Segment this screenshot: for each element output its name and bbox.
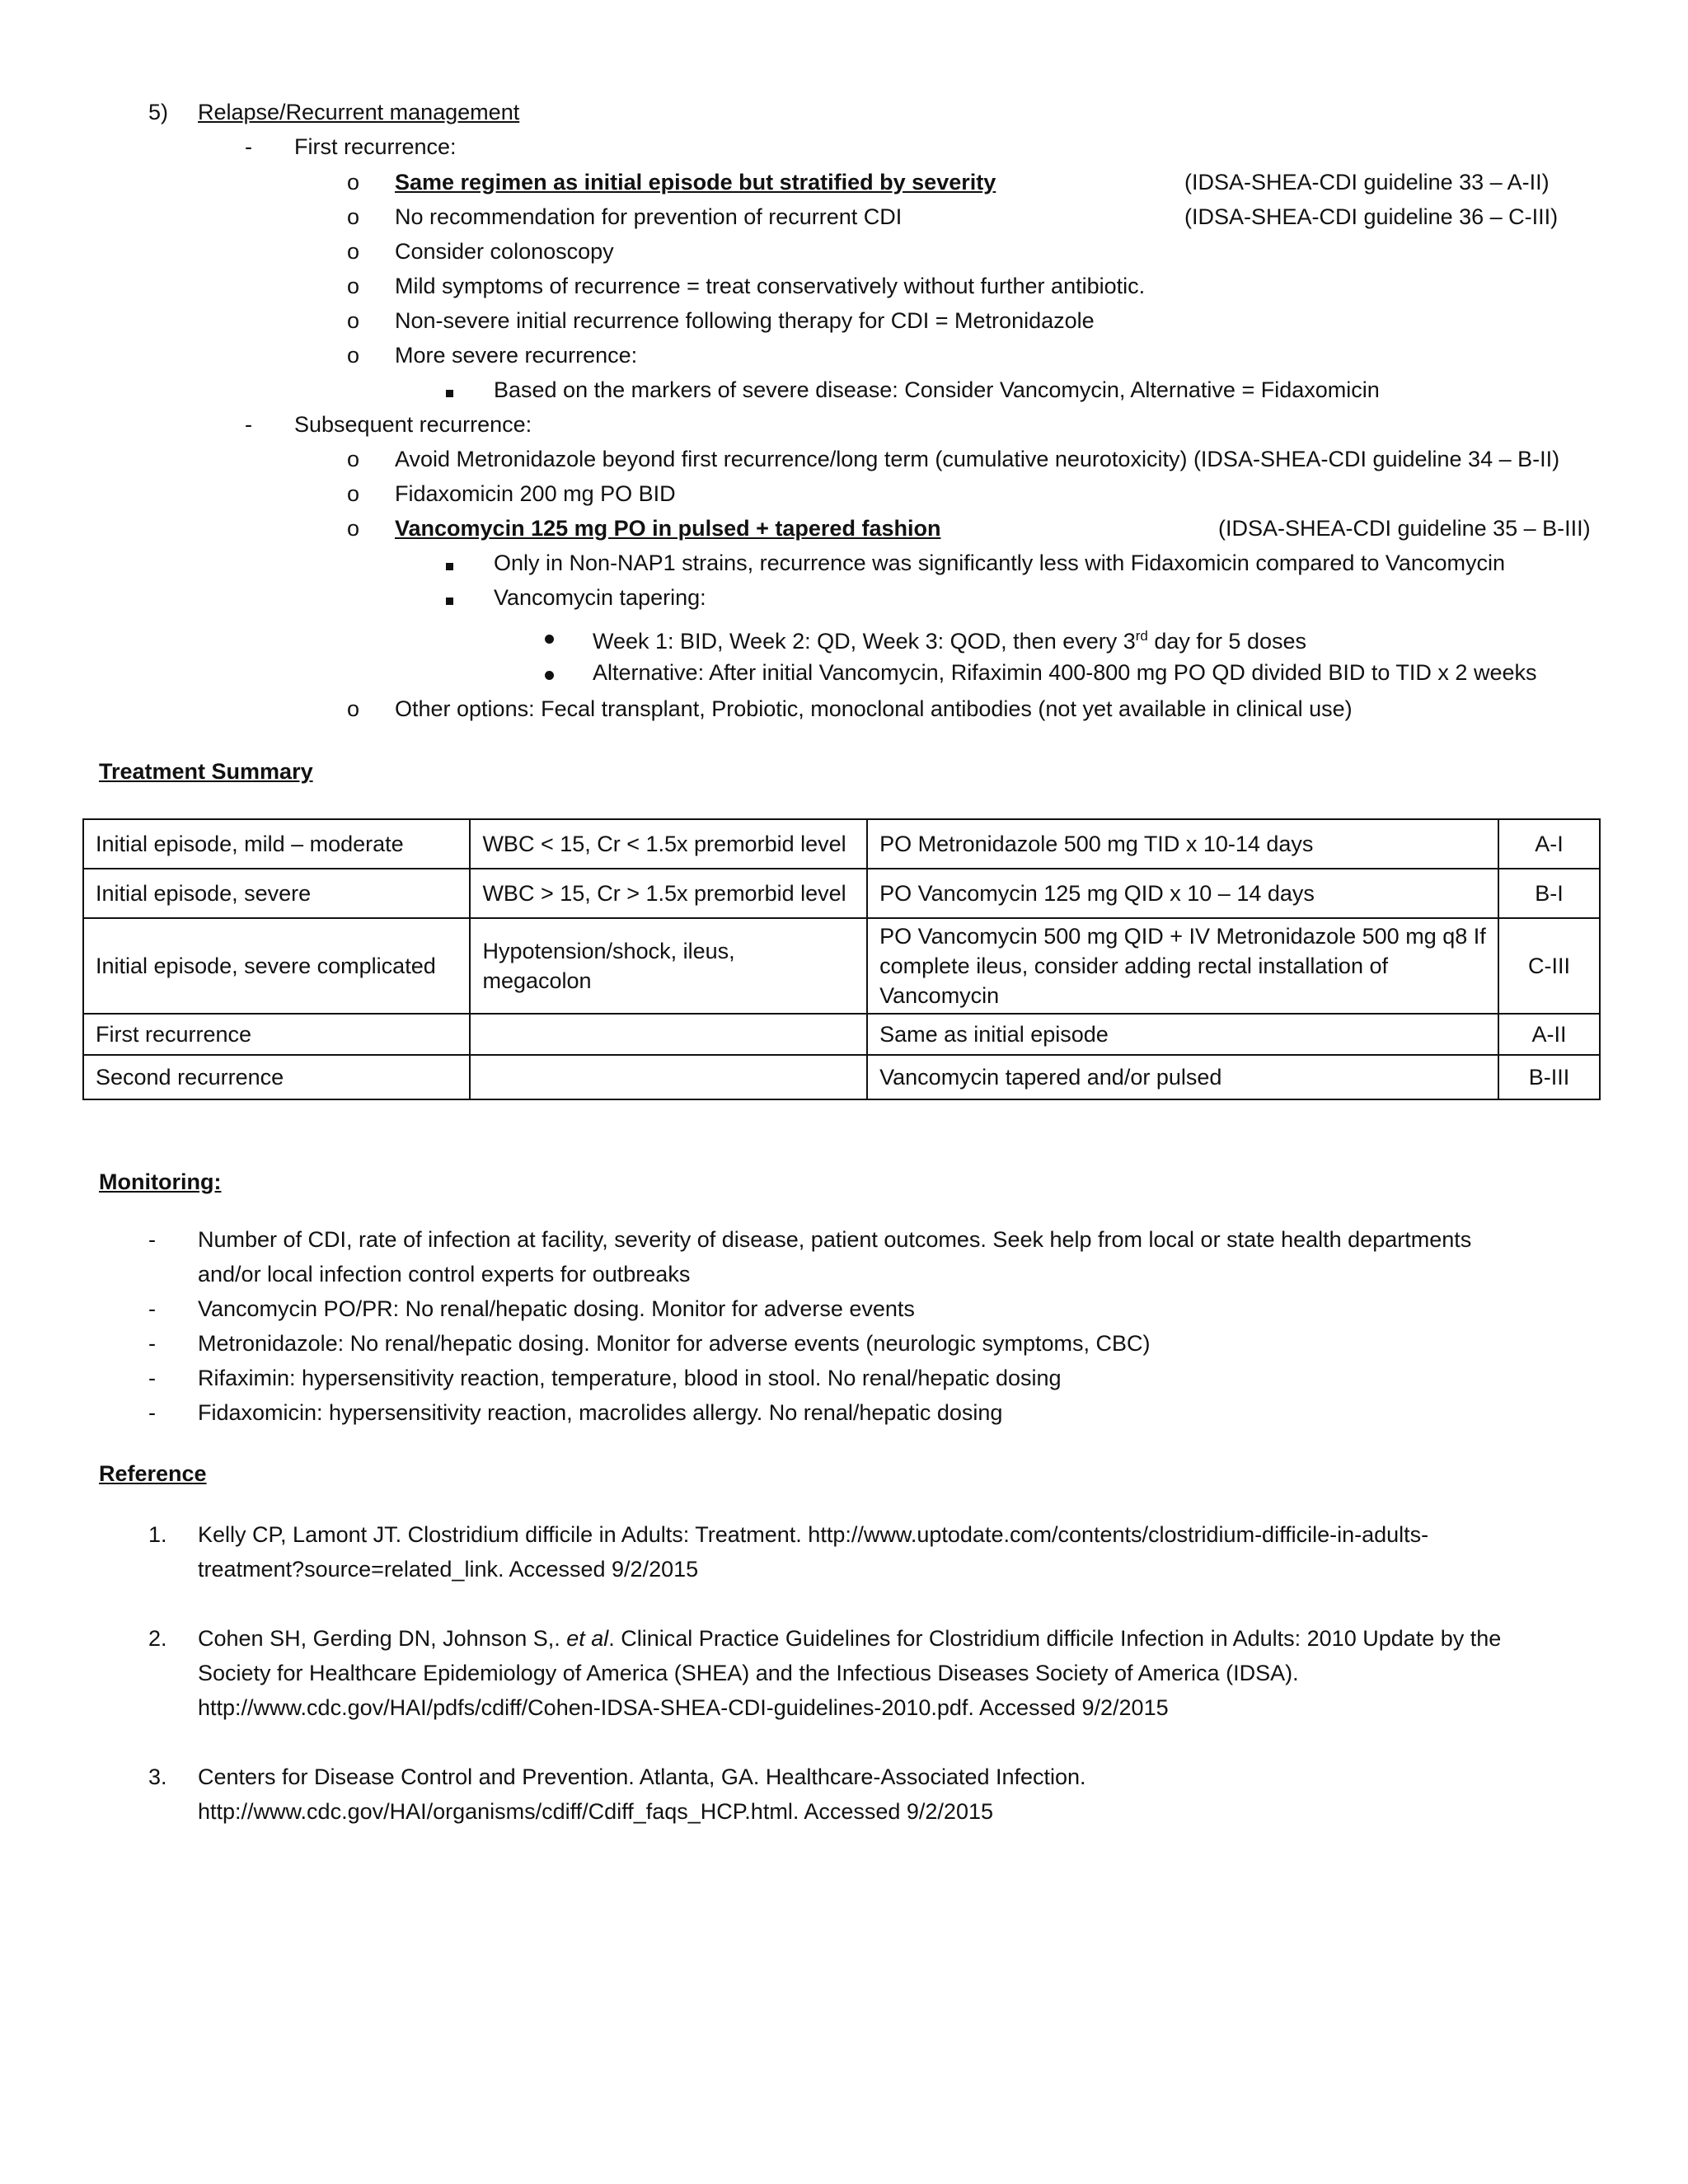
dash-marker: - <box>245 412 252 437</box>
table-row <box>83 1014 1600 1055</box>
guideline-ref-35: (IDSA-SHEA-CDI guideline 35 – B-III) <box>1218 516 1591 541</box>
treatment-cell: PO Vancomycin 500 mg QID + IV Metronidazole 500 mg q8 If complete ileus, consider adding rectal installation of Vancomycin <box>867 918 1498 1014</box>
guideline-ref-33: (IDSA-SHEA-CDI guideline 33 – A-II) <box>1184 170 1550 194</box>
treatment-cell: Same as initial episode <box>867 1014 1498 1055</box>
section-title: Relapse/Recurrent management <box>198 100 520 124</box>
first-rec-item-5: Non-severe initial recurrence following therapy for CDI = Metronidazole <box>395 308 1095 333</box>
episode-cell: Initial episode, mild – moderate <box>83 819 470 869</box>
dash-marker: - <box>148 1331 156 1356</box>
monitoring-item-2: Vancomycin PO/PR: No renal/hepatic dosing. Monitor for adverse events <box>198 1296 915 1321</box>
treatment-summary-heading: Treatment Summary <box>99 759 313 784</box>
reference-number: 1. <box>148 1522 167 1547</box>
reference-number: 2. <box>148 1626 167 1651</box>
monitoring-item-4: Rifaximin: hypersensitivity reaction, temperature, blood in stool. No renal/hepatic dosing <box>198 1366 1062 1390</box>
grade-cell: C-III <box>1498 918 1600 1014</box>
subseq-item-3: Vancomycin 125 mg PO in pulsed + tapered fashion <box>395 516 941 541</box>
episode-cell: Initial episode, severe <box>83 869 470 918</box>
criteria-cell <box>470 1055 867 1099</box>
reference-3-line-2: http://www.cdc.gov/HAI/organisms/cdiff/Cdiff_faqs_HCP.html. Accessed 9/2/2015 <box>198 1799 993 1824</box>
circle-bullet: o <box>347 239 360 264</box>
criteria-cell <box>470 1014 867 1055</box>
circle-bullet: o <box>347 274 360 298</box>
square-bullet-icon <box>446 583 453 612</box>
first-recurrence-label: First recurrence: <box>294 134 457 159</box>
reference-2-line-1: Cohen SH, Gerding DN, Johnson S,. et al. Clinical Practice Guidelines for Clostridium difficile Infection in Adults: 2010 Update by the <box>198 1626 1502 1651</box>
reference-1-line-1: Kelly CP, Lamont JT. Clostridium difficile in Adults: Treatment. http://www.uptodate.com/contents/clostridium-difficile-in-adults- <box>198 1522 1429 1547</box>
grade-cell: A-II <box>1498 1014 1600 1055</box>
circle-bullet: o <box>347 516 360 541</box>
episode-cell: Initial episode, severe complicated <box>83 918 470 1014</box>
circle-bullet: o <box>347 308 360 333</box>
grade-cell: B-I <box>1498 869 1600 918</box>
circle-bullet: o <box>347 204 360 229</box>
subseq-subitem-2: Vancomycin tapering: <box>494 585 706 610</box>
reference-1-line-2: treatment?source=related_link. Accessed 9/2/2015 <box>198 1557 699 1582</box>
episode-cell: First recurrence <box>83 1014 470 1055</box>
monitoring-item-3: Metronidazole: No renal/hepatic dosing. Monitor for adverse events (neurologic symptoms, CBC) <box>198 1331 1151 1356</box>
first-rec-item-2: No recommendation for prevention of recurrent CDI <box>395 204 903 229</box>
dash-marker: - <box>148 1366 156 1390</box>
circle-bullet: o <box>347 447 360 471</box>
monitoring-item-1: Number of CDI, rate of infection at facility, severity of disease, patient outcomes. Seek help from local or state health departments <box>198 1227 1472 1252</box>
circle-bullet: o <box>347 481 360 506</box>
taper-bullet-1: Week 1: BID, Week 2: QD, Week 3: QOD, then every 3rd day for 5 doses <box>593 628 1307 654</box>
dash-marker: - <box>148 1400 156 1425</box>
criteria-cell: Hypotension/shock, ileus, megacolon <box>470 918 867 1014</box>
subseq-item-4: Other options: Fecal transplant, Probiotic, monoclonal antibodies (not yet available in clinical use) <box>395 696 1353 721</box>
grade-cell: A-I <box>1498 819 1600 869</box>
subseq-subitem-1: Only in Non-NAP1 strains, recurrence was significantly less with Fidaxomicin compared to Vancomycin <box>494 551 1505 575</box>
first-rec-item-4: Mild symptoms of recurrence = treat conservatively without further antibiotic. <box>395 274 1146 298</box>
treatment-cell: PO Metronidazole 500 mg TID x 10-14 days <box>867 819 1498 869</box>
first-rec-subitem: Based on the markers of severe disease: Consider Vancomycin, Alternative = Fidaxomicin <box>494 377 1380 402</box>
table-row <box>83 1055 1600 1099</box>
square-bullet-icon <box>446 375 453 405</box>
guideline-ref-36: (IDSA-SHEA-CDI guideline 36 – C-III) <box>1184 204 1559 229</box>
square-bullet-icon <box>446 548 453 578</box>
dash-marker: - <box>245 134 252 159</box>
subsequent-recurrence-label: Subsequent recurrence: <box>294 412 532 437</box>
subseq-item-2: Fidaxomicin 200 mg PO BID <box>395 481 676 506</box>
taper-bullet-2: Alternative: After initial Vancomycin, Rifaximin 400-800 mg PO QD divided BID to TID x 2 weeks <box>593 660 1537 685</box>
round-bullet-icon <box>545 658 554 687</box>
table-row <box>83 869 1600 918</box>
treatment-cell: PO Vancomycin 125 mg QID x 10 – 14 days <box>867 869 1498 918</box>
grade-cell: B-III <box>1498 1055 1600 1099</box>
dash-marker: - <box>148 1296 156 1321</box>
reference-heading: Reference <box>99 1461 207 1486</box>
criteria-cell: WBC > 15, Cr > 1.5x premorbid level <box>470 869 867 918</box>
monitoring-item-1-cont: and/or local infection control experts for outbreaks <box>198 1262 691 1286</box>
episode-cell: Second recurrence <box>83 1055 470 1099</box>
first-rec-item-3: Consider colonoscopy <box>395 239 614 264</box>
first-rec-item-6: More severe recurrence: <box>395 343 638 368</box>
treatment-cell: Vancomycin tapered and/or pulsed <box>867 1055 1498 1099</box>
first-rec-item-1: Same regimen as initial episode but stratified by severity <box>395 170 996 194</box>
round-bullet-icon <box>545 621 554 651</box>
circle-bullet: o <box>347 170 360 194</box>
criteria-cell: WBC < 15, Cr < 1.5x premorbid level <box>470 819 867 869</box>
table-row <box>83 918 1600 1014</box>
dash-marker: - <box>148 1227 156 1252</box>
treatment-summary-table <box>82 818 1601 1100</box>
circle-bullet: o <box>347 696 360 721</box>
reference-number: 3. <box>148 1765 167 1789</box>
section-number: 5) <box>148 100 169 124</box>
circle-bullet: o <box>347 343 360 368</box>
reference-2-line-2: Society for Healthcare Epidemiology of America (SHEA) and the Infectious Diseases Society of America (IDSA). <box>198 1661 1299 1685</box>
subseq-item-1: Avoid Metronidazole beyond first recurrence/long term (cumulative neurotoxicity) (IDSA-SHEA-CDI guideline 34 – B-II) <box>395 447 1560 471</box>
table-row <box>83 819 1600 869</box>
monitoring-item-5: Fidaxomicin: hypersensitivity reaction, macrolides allergy. No renal/hepatic dosing <box>198 1400 1003 1425</box>
reference-3-line-1: Centers for Disease Control and Prevention. Atlanta, GA. Healthcare-Associated Infection. <box>198 1765 1086 1789</box>
monitoring-heading: Monitoring: <box>99 1169 222 1194</box>
reference-2-line-3: http://www.cdc.gov/HAI/pdfs/cdiff/Cohen-IDSA-SHEA-CDI-guidelines-2010.pdf. Accessed 9/2/2015 <box>198 1695 1169 1720</box>
